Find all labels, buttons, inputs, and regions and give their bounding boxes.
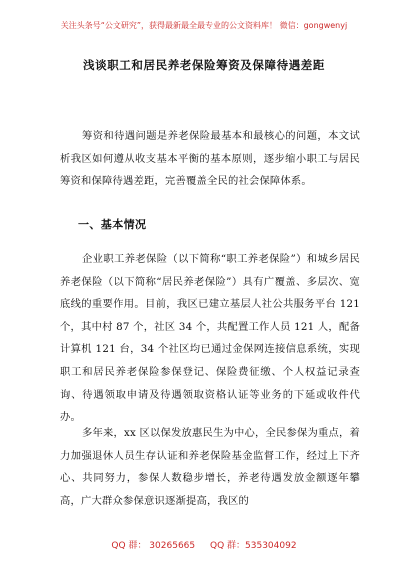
body-paragraph-2: 多年来，xx 区以保发放惠民生为中心，全民参保为重点，着力加强退休人员生存认证和养老保险基金监督工作，经过上下齐心、共同努力，参保人数稳步增长，养老待遇发放金额逐年攀高，广大群众参保意识逐渐提高，我区的: [60, 427, 360, 507]
section-heading: 一、基本情况: [78, 218, 147, 231]
footer-qq-groups: [0, 538, 408, 551]
document-title: 浅谈职工和居民养老保险筹资及保障待遇差距: [83, 58, 325, 72]
body-paragraph-1: 企业职工养老保险（以下简称“职工养老保险”）和城乡居民养老保险（以下简称“居民养老保险”）具有广覆盖、多层次、宽底线的重要作用。目前，我区已建立基层人社公共服务平台 121 个，其中村 87 个，社区 34 个，共配置工作人员 121 人，配备计算机 121 台，34 个社区均已通过金保网连接信息系统，实现职工和居民养老保险参保登记、保险费征缴、个人权益记录查询、待遇领取申请及待遇领取资格认证等业务的下延或收件代办。: [60, 253, 360, 424]
header-note: 关注头条号“公文研究”，获得最新最全最专业的公文资料库！ 微信：gongwenyj: [60, 21, 348, 30]
intro-paragraph: 筹资和待遇问题是养老保险最基本和最核心的问题，本文试析我区如何遵从收支基本平衡的基本原则，逐步缩小职工与居民筹资和保障待遇差距，完善覆盖全民的社会保障体系。: [60, 130, 360, 188]
footer-qq-1: QQ 群： 30265665: [111, 541, 196, 551]
footer-qq-2: QQ 群：535304092: [210, 541, 297, 551]
